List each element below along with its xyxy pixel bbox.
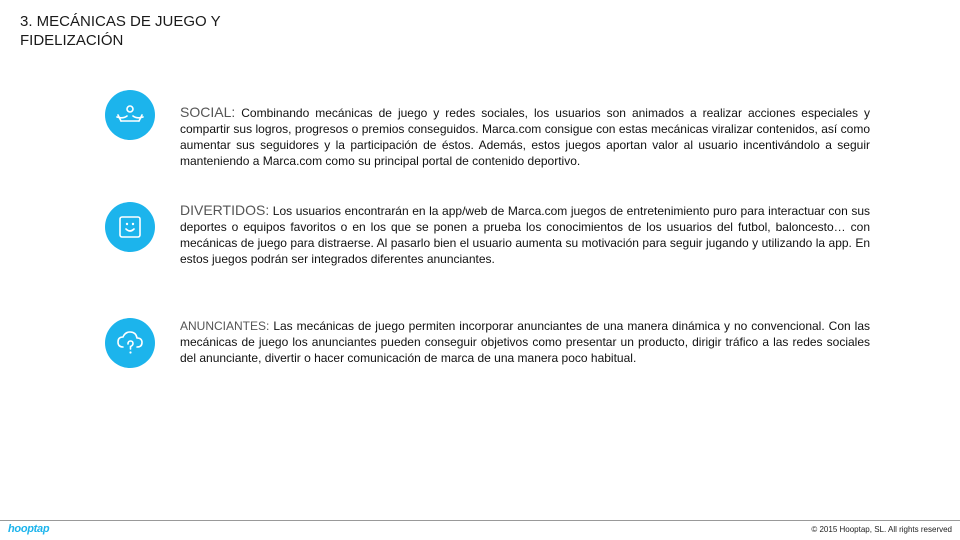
footer-divider — [0, 520, 960, 521]
slide-title: 3. MECÁNICAS DE JUEGO Y FIDELIZACIÓN — [20, 13, 221, 49]
section-lead: SOCIAL: — [180, 104, 236, 120]
cloud-question-icon — [115, 329, 145, 357]
social-icon-circle — [105, 90, 155, 140]
hooptap-logo: hooptap — [8, 523, 50, 535]
cloud-icon-circle — [105, 318, 155, 368]
section-body: Los usuarios encontrarán en la app/web de Marca.com juegos de entretenimiento puro para interactuar con sus deportes o equipos favoritos o en los que se ponen a prueba los conocimientos de los usuarios del futbol, baloncesto… con mecánicas de juego para distraerse. Al pasarlo bien el usuario aumenta su motivación para seguir jugando y utilizando la app. En estos juegos podrán ser integrados diferentes anunciantes. — [180, 204, 870, 266]
section-text-divertidos — [180, 202, 870, 267]
section-lead: DIVERTIDOS: — [180, 202, 270, 218]
social-person-icon — [114, 103, 146, 127]
copyright-text: © 2015 Hooptap, SL. All rights reserved — [811, 525, 952, 534]
section-text-anunciantes — [180, 318, 870, 366]
section-body: Las mecánicas de juego permiten incorporar anunciantes de una manera dinámica y no convencional. Con las mecánicas de juego los anunciantes pueden conseguir objetivos como presentar un producto, dirigir tráfico a las redes sociales del anunciante, divertir o hacer comunicación de marca de una manera poco habitual. — [180, 319, 870, 365]
smiley-face-icon — [117, 214, 143, 240]
section-body: Combinando mecánicas de juego y redes sociales, los usuarios son animados a realizar acciones especiales y compartir sus logros, progresos o premios conseguidos. Marca.com consigue con estas mecánicas viralizar contenidos, así como aumentar sus seguidores y la participación de éstos. Además, estos juegos aportan valor al usuario incentivándolo a seguir manteniendo a Marca.com como su principal portal de contenido deportivo. — [180, 106, 870, 168]
section-text-social — [180, 104, 870, 169]
smiley-icon-circle — [105, 202, 155, 252]
section-lead: ANUNCIANTES: — [180, 319, 270, 333]
